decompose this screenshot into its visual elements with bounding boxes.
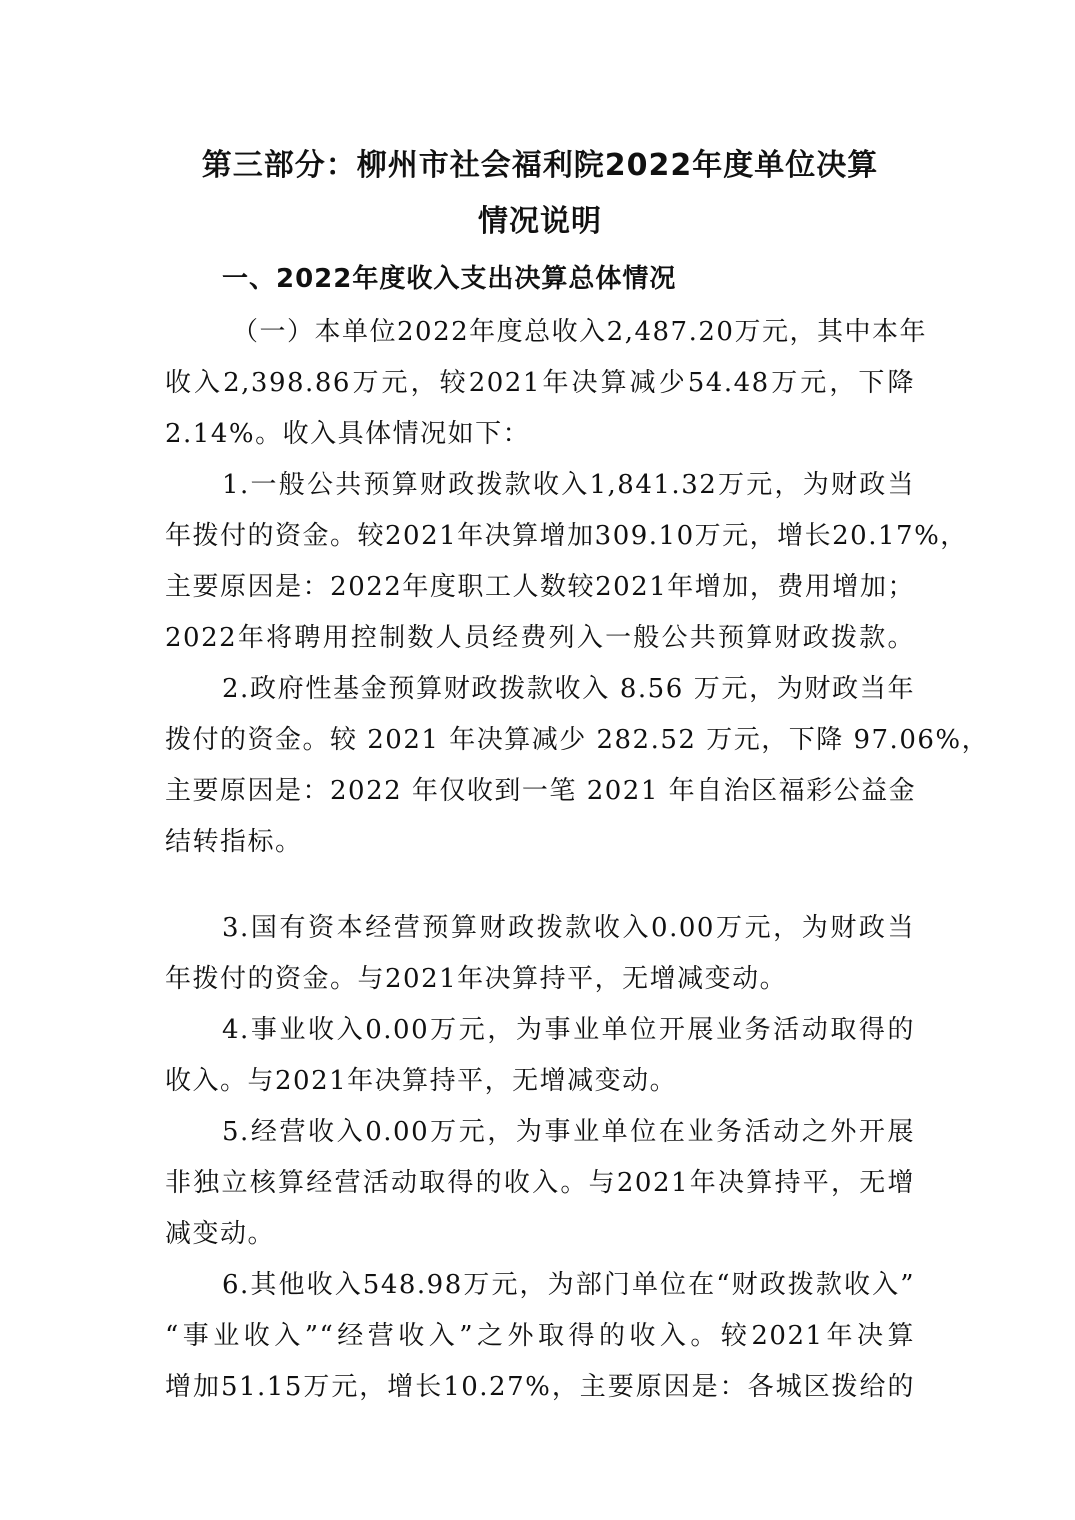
text-line: 收入2,398.86万元，较2021年决算减少54.48万元，下降 [165,368,915,398]
text-line: 2.政府性基金预算财政拨款收入 8.56 万元，为财政当年 [222,674,915,704]
page-title: 第三部分：柳州市社会福利院2022年度单位决算 [201,148,879,183]
text-line: 主要原因是：2022 年仅收到一笔 2021 年自治区福彩公益金 [165,776,917,806]
text-line: 2022年将聘用控制数人员经费列入一般公共预算财政拨款。 [165,623,915,653]
text-line: 6.其他收入548.98万元，为部门单位在“财政拨款收入” [222,1270,915,1300]
text-line: 年拨付的资金。较2021年决算增加309.10万元，增长20.17%， [165,521,968,551]
text-line: 3.国有资本经营预算财政拨款收入0.00万元，为财政当 [222,913,915,943]
text-line: 非独立核算经营活动取得的收入。与2021年决算持平，无增 [165,1168,915,1198]
text-line: 结转指标。 [165,827,303,857]
text-line: “事业收入”“经营收入”之外取得的收入。较2021年决算 [165,1321,915,1351]
text-line: 减变动。 [165,1219,276,1249]
text-line: 收入。与2021年决算持平，无增减变动。 [165,1066,678,1096]
text-line: 主要原因是：2022年度职工人数较2021年增加，费用增加； [165,572,915,602]
text-line: 2.14%。收入具体情况如下： [165,419,531,449]
text-line: 增加51.15万元，增长10.27%，主要原因是：各城区拨给的 [165,1372,915,1402]
section-heading: 一、2022年度收入支出决算总体情况 [222,264,677,294]
text-line: 4.事业收入0.00万元，为事业单位开展业务活动取得的 [222,1015,915,1045]
page-title-continued: 情况说明 [478,204,602,239]
text-line: 年拨付的资金。与2021年决算持平，无增减变动。 [165,964,788,994]
text-line: 5.经营收入0.00万元，为事业单位在业务活动之外开展 [222,1117,915,1147]
text-line: 拨付的资金。较 2021 年决算减少 282.52 万元，下降 97.06%， [165,725,990,755]
text-line: 1.一般公共预算财政拨款收入1,841.32万元，为财政当 [222,470,915,500]
text-line: （一）本单位2022年度总收入2,487.20万元，其中本年 [232,317,927,347]
